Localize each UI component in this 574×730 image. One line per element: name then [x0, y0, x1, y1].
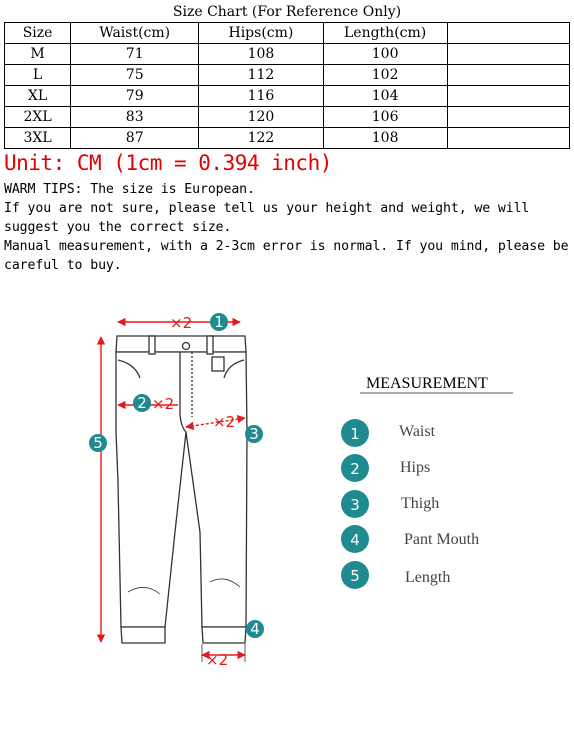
size-chart-table	[4, 3, 570, 149]
cell-length: 106	[323, 107, 447, 128]
cell-size: 2XL	[5, 107, 71, 128]
header-row	[5, 23, 570, 44]
cell-hips: 120	[199, 107, 323, 128]
cell-size: XL	[5, 86, 71, 107]
marker-4-icon	[246, 620, 264, 638]
button-icon	[183, 343, 190, 350]
cell-empty	[447, 86, 569, 107]
marker-1-icon	[210, 313, 228, 331]
legend-label: Pant Mouth	[404, 531, 480, 548]
svg-text:2: 2	[350, 460, 360, 478]
thigh-multiplier: ×2	[213, 413, 236, 431]
svg-text:5: 5	[93, 434, 103, 452]
marker-3-icon	[245, 425, 263, 443]
waistband	[116, 336, 246, 352]
svg-text:1: 1	[214, 313, 224, 331]
header-length: Length(cm)	[323, 23, 447, 44]
marker-5-icon	[89, 434, 107, 452]
cell-empty	[447, 65, 569, 86]
warm-tips: WARM TIPS: The size is European.	[4, 182, 255, 197]
belt-loop	[207, 336, 213, 354]
svg-text:4: 4	[350, 531, 360, 549]
left-cuff	[121, 627, 165, 643]
hips-multiplier: ×2	[152, 395, 175, 413]
cell-length: 108	[323, 128, 447, 149]
cell-waist: 83	[71, 107, 199, 128]
svg-text:2: 2	[137, 394, 147, 412]
header-size: Size	[5, 23, 71, 44]
header-hips: Hips(cm)	[199, 23, 323, 44]
mouth-multiplier: ×2	[206, 651, 229, 669]
table-row	[5, 86, 570, 107]
cell-length: 104	[323, 86, 447, 107]
table-caption: Size Chart (For Reference Only)	[5, 3, 570, 23]
legend-label: Length	[405, 569, 451, 586]
cell-waist: 87	[71, 128, 199, 149]
waist-multiplier: ×2	[170, 314, 193, 332]
legend-heading: MEASUREMENT	[366, 375, 488, 392]
legend-label: Hips	[400, 459, 431, 476]
cell-length: 102	[323, 65, 447, 86]
svg-text:3: 3	[249, 425, 259, 443]
cell-waist: 75	[71, 65, 199, 86]
unit-note: Unit: CM (1cm = 0.394 inch)	[4, 151, 332, 175]
cell-size: L	[5, 65, 71, 86]
cell-waist: 71	[71, 44, 199, 65]
table-row	[5, 107, 570, 128]
caption-row	[5, 3, 570, 23]
cell-waist: 79	[71, 86, 199, 107]
cell-empty	[447, 107, 569, 128]
measurement-diagram	[0, 282, 574, 730]
cell-hips: 108	[199, 44, 323, 65]
legend-item-waist	[341, 419, 436, 447]
cell-empty	[447, 128, 569, 149]
svg-text:1: 1	[350, 425, 360, 443]
cell-hips: 116	[199, 86, 323, 107]
header-waist: Waist(cm)	[71, 23, 199, 44]
pants-illustration	[116, 336, 247, 643]
advice-text: If you are not sure, please tell us your height and weight, we will suggest you the correct size.	[4, 201, 530, 235]
cell-length: 100	[323, 44, 447, 65]
svg-text:5: 5	[350, 567, 360, 585]
legend-label: Thigh	[401, 495, 440, 512]
legend-item-thigh	[341, 490, 439, 518]
legend-item-length	[341, 561, 450, 589]
tips-block	[4, 180, 570, 275]
belt-loop	[149, 336, 155, 354]
cell-hips: 112	[199, 65, 323, 86]
pants-outline	[116, 352, 247, 627]
header-empty	[447, 23, 569, 44]
manual-measure-note: Manual measurement, with a 2-3cm error is normal. If you mind, please be careful to buy.	[4, 239, 569, 273]
cell-size: M	[5, 44, 71, 65]
table-row	[5, 44, 570, 65]
svg-text:4: 4	[250, 620, 260, 638]
cell-hips: 122	[199, 128, 323, 149]
legend-item-pant-mouth	[341, 525, 479, 553]
cell-size: 3XL	[5, 128, 71, 149]
right-cuff	[202, 627, 246, 643]
table-row	[5, 128, 570, 149]
table-row	[5, 65, 570, 86]
cell-empty	[447, 44, 569, 65]
legend-item-hips	[341, 454, 430, 482]
svg-text:3: 3	[350, 496, 360, 514]
legend-label: Waist	[399, 423, 436, 440]
marker-2-icon	[133, 394, 151, 412]
